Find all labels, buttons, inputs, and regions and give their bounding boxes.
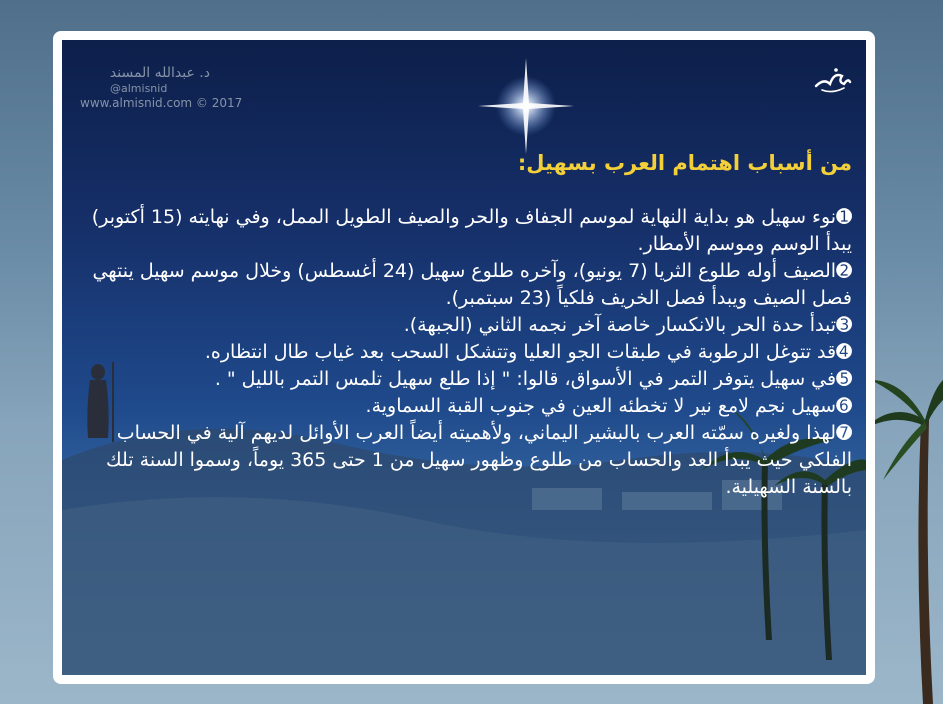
item-number: ➊ [836,206,852,228]
list-item [72,312,852,339]
watermark-handle: @almisnid [110,82,168,95]
palm-tree-icon [863,360,943,704]
canopus-star-icon [476,56,576,156]
item-number: ➌ [836,314,852,336]
article-text [72,150,852,501]
item-text: لهذا ولغيره سمّته العرب بالبشير اليماني، ولأهميته أيضاً العرب الأوائل لديهم آلية في الحساب الفلكي حيث يبدأ العد والحساب من طلوع وظهور سهيل من 1 حتى 365 يوماً، وسموا السنة تلك بالسنة السهيلية. [106,422,852,498]
item-number: ➎ [836,368,852,390]
item-number: ➍ [836,341,852,363]
night-sky-scene [62,40,866,675]
calligraphy-logo-icon [814,64,852,96]
list-item [72,393,852,420]
item-number: ➐ [836,422,852,444]
watermark-site: www.almisnid.com © 2017 [80,96,243,110]
item-number: ➏ [836,395,852,417]
article-title: من أسباب اهتمام العرب بسهيل: [517,151,852,175]
list-item [72,366,852,393]
list-item [72,204,852,258]
list-item [72,420,852,501]
item-number: ➋ [836,260,852,282]
item-text: تبدأ حدة الحر بالانكسار خاصة آخر نجمه الثاني (الجبهة). [403,314,837,336]
item-text: قد تتوغل الرطوبة في طبقات الجو العليا وتتشكل السحب بعد غياب طال انتظاره. [204,341,837,363]
item-text: نوء سهيل هو بداية النهاية لموسم الجفاف والحر والصيف الطويل الممل، وفي نهايته (15 أكتوبر) يبدأ الوسم وموسم الأمطار. [91,206,852,255]
watermark-author: د. عبدالله المسند [109,65,210,81]
image-card [53,31,875,684]
list-item [72,339,852,366]
list-item [72,258,852,312]
watermark [80,66,242,111]
item-text: في سهيل يتوفر التمر في الأسواق، قالوا: " إذا طلع سهيل تلمس التمر بالليل " . [214,368,837,390]
item-text: الصيف أوله طلوع الثريا (7 يونيو)، وآخره طلوع سهيل (24 أغسطس) وخلال موسم سهيل ينتهي فصل الصيف ويبدأ فصل الخريف فلكياً (23 سبتمبر). [92,260,852,309]
item-text: سهيل نجم لامع نير لا تخطئه العين في جنوب القبة السماوية. [365,395,837,417]
